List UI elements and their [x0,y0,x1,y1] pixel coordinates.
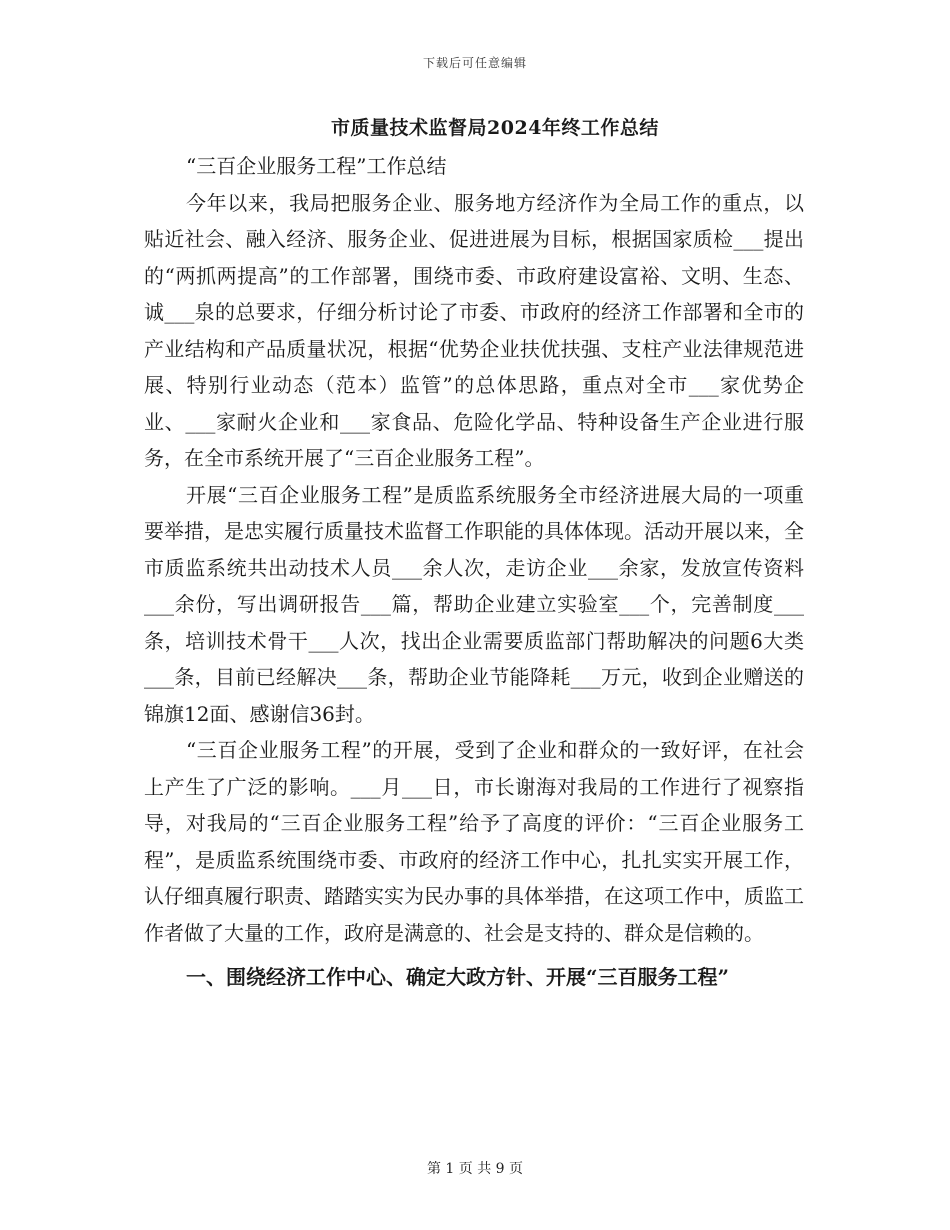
paragraph: “三百企业服务工程”的开展，受到了企业和群众的一致好评，在社会上产生了广泛的影响。___月___日，市长谢海对我局的工作进行了视察指导，对我局的“三百企业服务工程”给予了高度的评价：“三百企业服务工程”，是质监系统围绕市委、市政府的经济工作中心，扎扎实实开展工作，认仔细真履行职责、踏踏实实为民办事的具体举措，在这项工作中，质监工作者做了大量的工作，政府是满意的、社会是支持的、群众是信赖的。 [144,738,804,945]
document-title: 市质量技术监督局2024年终工作总结 [331,117,659,139]
page-number: 第 1 页 共 9 页 [426,1161,524,1177]
paragraph: 今年以来，我局把服务企业、服务地方经济作为全局工作的重点，以贴近社会、融入经济、服务企业、促进进展为目标，根据国家质检___提出的“两抓两提高”的工作部署，围绕市委、市政府建设富裕、文明、生态、诚___泉的总要求，仔细分析讨论了市委、市政府的经济工作部署和全市的产业结构和产品质量状况，根据“优势企业扶优扶强、支柱产业法律规范进展、特别行业动态（范本）监管”的总体思路，重点对全市___家优势企业、___家耐火企业和___家食品、危险化学品、特种设备生产企业进行服务，在全市系统开展了“三百企业服务工程”。 [144,190,804,470]
document-body [144,148,804,996]
header-note: 下载后可任意编辑 [422,56,527,70]
paragraph: 开展“三百企业服务工程”是质监系统服务全市经济进展大局的一项重要举措，是忠实履行质量技术监督工作职能的具体体现。活动开展以来，全市质监系统共出动技术人员___余人次，走访企业___余家，发放宣传资料___余份，写出调研报告___篇，帮助企业建立实验室___个，完善制度___条，培训技术骨干___人次，找出企业需要质监部门帮助解决的问题6大类___条，目前已经解决___条，帮助企业节能降耗___万元，收到企业赠送的锦旗12面、感谢信36封。 [144,482,804,726]
section-heading: 一、围绕经济工作中心、确定大政方针、开展“三百服务工程” [186,965,730,989]
document-subtitle: “三百企业服务工程”工作总结 [186,154,447,178]
